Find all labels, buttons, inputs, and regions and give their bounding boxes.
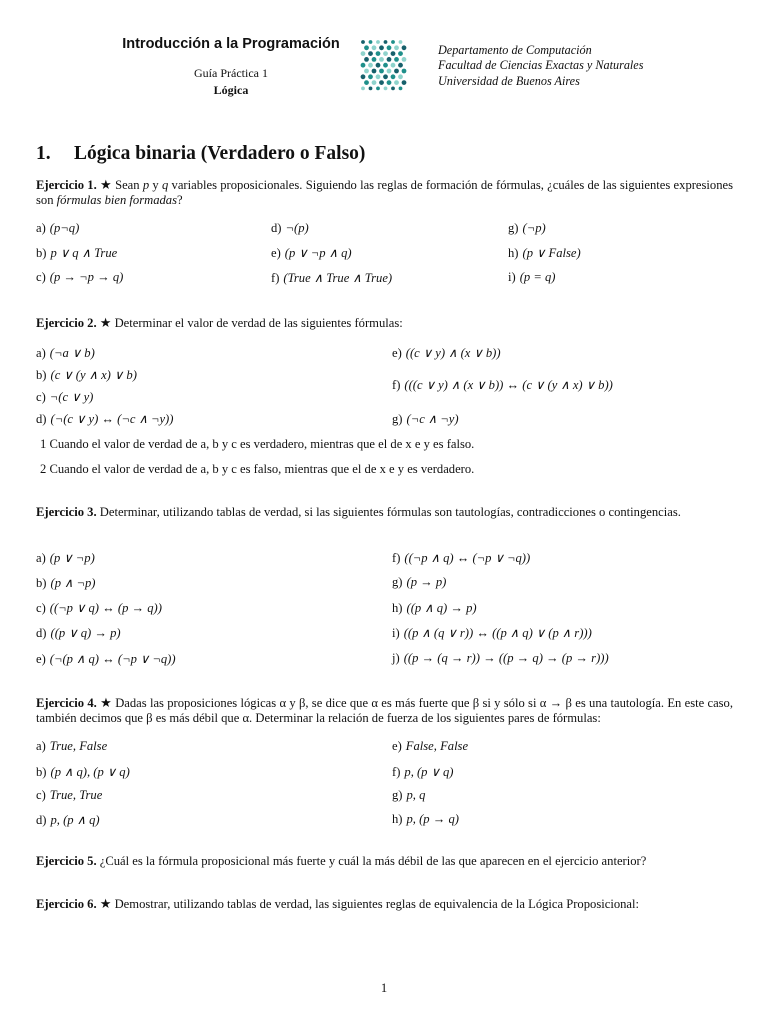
section-title xyxy=(36,143,365,165)
logo-dot xyxy=(361,63,366,68)
item-label: g) xyxy=(392,412,403,426)
faculty-line: Facultad de Ciencias Exactas y Naturales xyxy=(438,58,644,73)
logo-dot xyxy=(364,69,369,74)
exercise-6-statement xyxy=(36,896,733,912)
ej2-item-g xyxy=(392,411,459,427)
logo-dot xyxy=(391,63,396,68)
logo-dot xyxy=(387,45,392,50)
item-formula: ((p ∧ (q ∨ r)) ↔ ((p ∧ q) ∨ (p ∧ r))) xyxy=(403,626,592,640)
logo-dot xyxy=(372,57,377,62)
section-number: 1. xyxy=(36,143,51,164)
logo-dot xyxy=(369,40,373,44)
item-label: d) xyxy=(36,626,47,640)
logo-dot xyxy=(369,87,373,91)
ej2-text: Determinar el valor de verdad de las siguientes fórmulas: xyxy=(111,316,403,330)
star-icon: ★ xyxy=(99,315,112,330)
item-label: c) xyxy=(36,601,46,615)
item-formula: ((p ∧ q) → p) xyxy=(406,601,477,615)
item-formula: ((p ∨ q) → p) xyxy=(50,626,121,640)
item-label: i) xyxy=(508,270,516,284)
ej2-item-d xyxy=(36,411,173,427)
logo-dot xyxy=(372,80,377,85)
section-heading: Lógica binaria (Verdadero o Falso) xyxy=(74,143,366,164)
logo-dot xyxy=(398,74,403,79)
ej1-item-f xyxy=(271,270,392,286)
item-label: a) xyxy=(36,739,46,753)
exercise-1-label: Ejercicio 1. xyxy=(36,178,97,192)
logo-dot xyxy=(361,51,366,56)
logo-dot xyxy=(402,80,407,85)
ej4-item-b xyxy=(36,764,130,780)
item-formula: p, q xyxy=(406,788,426,802)
ej1-emphasis: fórmulas bien formadas xyxy=(56,193,178,207)
logo-dot xyxy=(402,57,407,62)
item-label: e) xyxy=(271,246,281,260)
ej3-item-e xyxy=(36,651,176,667)
item-formula: p, (p ∧ q) xyxy=(50,813,100,827)
item-label: e) xyxy=(36,652,46,666)
item-label: g) xyxy=(392,575,403,589)
ej6-text: Demostrar, utilizando tablas de verdad, las siguientes reglas de equivalencia de la Lógica Proposicional: xyxy=(111,897,639,911)
ej2-item-c xyxy=(36,389,93,405)
item-formula: (¬c ∧ ¬y) xyxy=(406,412,459,426)
item-formula: False, False xyxy=(405,739,469,753)
item-formula: p, (p ∨ q) xyxy=(404,765,454,779)
ej4-item-e xyxy=(392,739,468,754)
star-icon: ★ xyxy=(100,177,112,192)
ej3-item-d xyxy=(36,625,121,641)
star-icon: ★ xyxy=(100,695,112,710)
item-label: a) xyxy=(36,221,46,235)
ej2-item-b xyxy=(36,367,137,383)
item-label: f) xyxy=(271,271,280,285)
logo-dot xyxy=(398,63,403,68)
ej1-item-a xyxy=(36,221,79,236)
item-formula: (¬(c ∨ y) ↔ (¬c ∧ ¬y)) xyxy=(50,412,174,426)
star-icon: ★ xyxy=(99,896,112,911)
header-right xyxy=(438,43,643,89)
exercise-1-statement xyxy=(36,177,733,208)
item-formula: (¬a ∨ b) xyxy=(49,346,95,360)
item-label: f) xyxy=(392,378,401,392)
exercise-3-label: Ejercicio 3. xyxy=(36,505,97,519)
item-formula: (p ∧ ¬p) xyxy=(50,576,96,590)
ej1-item-g xyxy=(508,221,546,236)
logo-dot xyxy=(376,74,381,79)
university-logo xyxy=(357,38,409,94)
ej4-item-h xyxy=(392,812,459,827)
item-formula: p ∨ q ∧ True xyxy=(50,246,118,260)
item-label: h) xyxy=(392,812,403,826)
case-2: 2 Cuando el valor de verdad de a, b y c es falso, mientras que el de x e y es verdadero. xyxy=(40,462,475,476)
logo-dot xyxy=(384,40,388,44)
logo-dot xyxy=(387,57,392,62)
logo-dot xyxy=(368,51,373,56)
exercise-5-statement xyxy=(36,854,733,869)
logo-dot xyxy=(364,57,369,62)
header-left xyxy=(100,36,362,98)
item-formula: (p ∧ q), (p ∨ q) xyxy=(50,765,130,779)
exercise-2-statement xyxy=(36,315,733,331)
logo-dot xyxy=(394,69,399,74)
item-label: h) xyxy=(508,246,519,260)
ej3-item-j xyxy=(392,651,609,666)
ej4-item-d xyxy=(36,812,100,828)
exercise-3-statement xyxy=(36,505,733,520)
logo-dot xyxy=(391,40,395,44)
item-label: g) xyxy=(508,221,519,235)
logo-dot xyxy=(379,57,384,62)
logo-dot xyxy=(398,51,403,56)
logo-dot xyxy=(394,57,399,62)
logo-dot xyxy=(376,51,381,56)
ej2-item-a xyxy=(36,345,95,361)
item-formula: ((p → (q → r)) → ((p → q) → (p → r))) xyxy=(403,651,609,665)
item-formula: ((c ∨ y) ∧ (x ∨ b)) xyxy=(405,346,501,360)
logo-dot xyxy=(383,63,388,68)
item-label: h) xyxy=(392,601,403,615)
item-formula: (p → ¬p → q) xyxy=(49,270,124,284)
logo-dot xyxy=(379,69,384,74)
item-label: c) xyxy=(36,270,46,284)
ej3-item-i xyxy=(392,625,592,641)
exercise-6-label: Ejercicio 6. xyxy=(36,897,97,911)
logo-dot xyxy=(394,80,399,85)
ej3-item-f xyxy=(392,550,530,566)
item-label: f) xyxy=(392,765,401,779)
ej1-item-i xyxy=(508,270,555,285)
item-label: b) xyxy=(36,368,47,382)
item-label: b) xyxy=(36,765,47,779)
logo-dot xyxy=(372,45,377,50)
logo-dot xyxy=(379,45,384,50)
ej3-item-b xyxy=(36,575,96,591)
ej1-item-e xyxy=(271,245,352,261)
logo-dot xyxy=(376,87,380,91)
item-label: j) xyxy=(392,651,400,665)
item-formula: ¬(c ∨ y) xyxy=(49,390,94,404)
ej4-item-c xyxy=(36,788,102,803)
item-label: g) xyxy=(392,788,403,802)
logo-dot xyxy=(383,74,388,79)
item-label: a) xyxy=(36,346,46,360)
logo-dot xyxy=(391,74,396,79)
ej2-item-e xyxy=(392,345,501,361)
item-label: e) xyxy=(392,346,402,360)
item-formula: (((c ∨ y) ∧ (x ∨ b)) ↔ (c ∨ (y ∧ x) ∨ b)) xyxy=(404,378,613,392)
ej3-item-c xyxy=(36,600,162,616)
logo-dot xyxy=(376,63,381,68)
ej4-item-f xyxy=(392,764,453,780)
logo-dot xyxy=(368,74,373,79)
logo-dot xyxy=(379,80,384,85)
item-formula: (True ∧ True ∧ True) xyxy=(283,271,393,285)
ej3-text: Determinar, utilizando tablas de verdad, si las siguientes fórmulas son tautologías, contradicciones o contingencias. xyxy=(96,505,681,519)
item-label: b) xyxy=(36,576,47,590)
exercise-4-statement xyxy=(36,695,733,726)
item-formula: ((¬p ∨ q) ↔ (p → q)) xyxy=(49,601,162,615)
item-label: c) xyxy=(36,788,46,802)
logo-dot xyxy=(368,63,373,68)
ej3-item-a xyxy=(36,550,95,566)
ej1-and: y xyxy=(149,178,162,192)
university-line: Universidad de Buenos Aires xyxy=(438,73,580,88)
logo-dot xyxy=(394,45,399,50)
logo-dot xyxy=(383,51,388,56)
page-number: 1 xyxy=(380,981,388,995)
ej1-text-c: ? xyxy=(177,193,183,207)
item-formula: True, True xyxy=(49,788,103,802)
ej4-text: Dadas las proposiciones lógicas α y β, se dice que α es más fuerte que β si y sólo si α → β es una tautología. En este caso, también decimos que β es más débil que α. Determinar la relación de fuerza de los siguientes pares de fórmulas: xyxy=(36,696,734,725)
ej1-text-b: variables proposicionales. Siguiendo las reglas de formación de fórmulas, ¿cuáles de las siguientes expresiones son xyxy=(36,178,734,207)
logo-dot xyxy=(402,69,407,74)
ej1-item-c xyxy=(36,270,123,285)
item-formula: (p ∨ ¬p) xyxy=(49,551,95,565)
item-label: f) xyxy=(392,551,401,565)
logo-dot xyxy=(364,45,369,50)
ej2-item-f xyxy=(392,377,613,393)
logo-dot xyxy=(391,87,395,91)
logo-dot xyxy=(361,74,366,79)
item-formula: (¬p) xyxy=(522,221,546,235)
logo-dot xyxy=(391,51,396,56)
item-label: d) xyxy=(271,221,282,235)
logo-dot xyxy=(402,45,407,50)
exercise-4-label: Ejercicio 4. xyxy=(36,696,97,710)
logo-dot xyxy=(387,80,392,85)
dept-line: Departamento de Computación xyxy=(438,43,592,57)
logo-dot xyxy=(361,87,365,91)
ej3-item-g xyxy=(392,575,446,590)
ej4-item-a xyxy=(36,739,107,754)
logo-dot xyxy=(399,40,403,44)
var-p: p xyxy=(142,178,150,192)
ej1-item-h xyxy=(508,245,581,261)
ej4-item-g xyxy=(392,788,425,803)
ej3-item-h xyxy=(392,600,477,616)
item-formula: (¬(p ∧ q) ↔ (¬p ∨ ¬q)) xyxy=(49,652,176,666)
logo-dot xyxy=(384,87,388,91)
exercise-2-label: Ejercicio 2. xyxy=(36,316,97,330)
ej5-text: ¿Cuál es la fórmula proposicional más fuerte y cuál la más débil de las que aparecen en el ejercicio anterior? xyxy=(96,854,647,868)
item-formula: ((¬p ∧ q) ↔ (¬p ∨ ¬q)) xyxy=(404,551,531,565)
item-formula: True, False xyxy=(49,739,108,753)
item-formula: (p = q) xyxy=(519,270,556,284)
ej1-item-b xyxy=(36,245,117,261)
ej1-item-d xyxy=(271,221,309,236)
logo-dot xyxy=(376,40,380,44)
item-formula: (p → p) xyxy=(406,575,447,589)
ej1-text: Sean xyxy=(111,178,143,192)
item-label: c) xyxy=(36,390,46,404)
item-label: d) xyxy=(36,412,47,426)
guide-label: Guía Práctica 1 xyxy=(194,66,268,80)
logo-dot xyxy=(364,80,369,85)
logo-dot xyxy=(387,69,392,74)
case-1: 1 Cuando el valor de verdad de a, b y c es verdadero, mientras que el de x e y es falso. xyxy=(40,437,475,451)
item-formula: (p¬q) xyxy=(49,221,80,235)
item-label: i) xyxy=(392,626,400,640)
logo-dot xyxy=(399,87,403,91)
item-formula: ¬(p) xyxy=(285,221,309,235)
item-formula: (p ∨ False) xyxy=(522,246,581,260)
item-formula: (c ∨ (y ∧ x) ∨ b) xyxy=(50,368,137,382)
item-label: e) xyxy=(392,739,402,753)
course-title: Introducción a la Programación xyxy=(122,36,340,52)
topic-label: Lógica xyxy=(213,83,249,97)
exercise-5-label: Ejercicio 5. xyxy=(36,854,97,868)
item-label: a) xyxy=(36,551,46,565)
item-label: d) xyxy=(36,813,47,827)
var-q: q xyxy=(161,178,169,192)
item-formula: p, (p → q) xyxy=(406,812,459,826)
item-formula: (p ∨ ¬p ∧ q) xyxy=(284,246,352,260)
logo-dot xyxy=(361,40,365,44)
item-label: b) xyxy=(36,246,47,260)
logo-dot xyxy=(372,69,377,74)
